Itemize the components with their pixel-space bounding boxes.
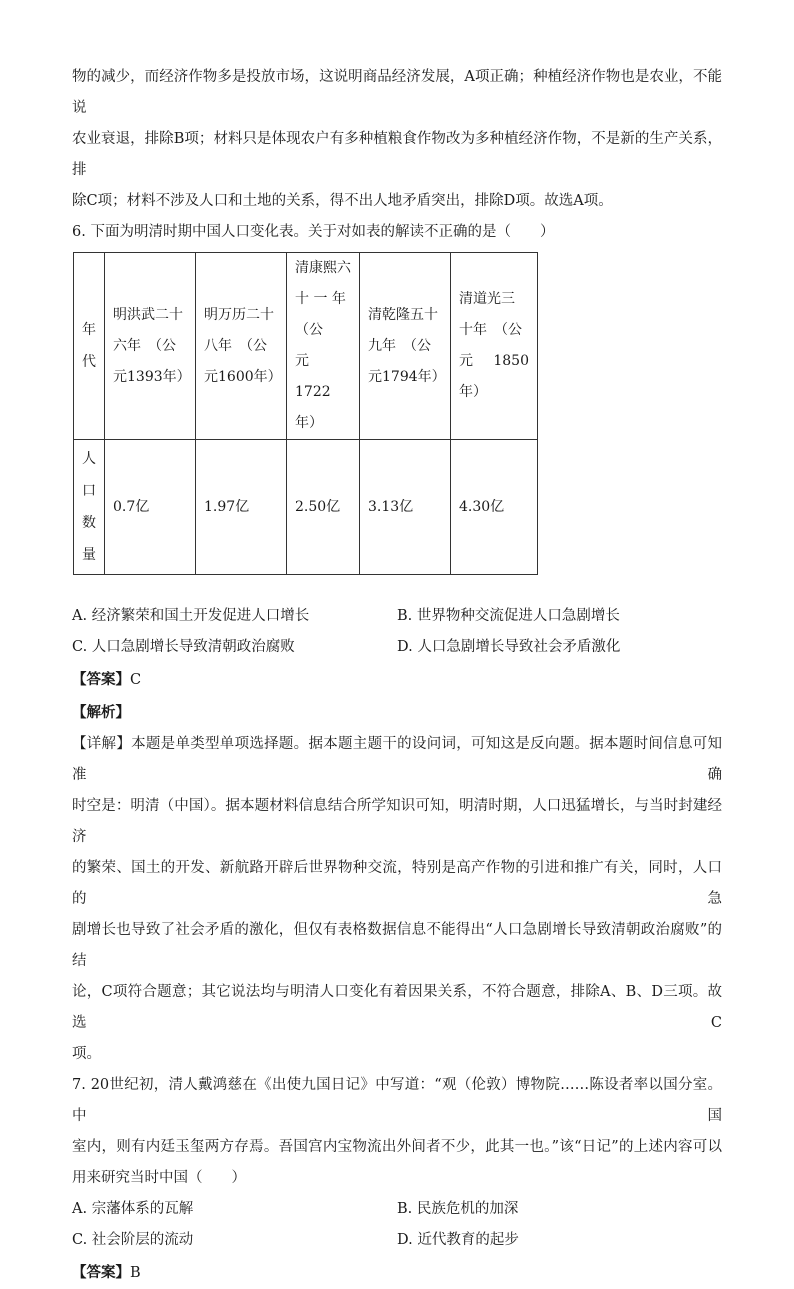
label-char: 人	[82, 451, 96, 467]
question-7-stem	[72, 1070, 722, 1194]
label-char: 量	[82, 547, 96, 563]
header-text: 元1794年）	[368, 368, 446, 385]
header-cell-hongwu	[105, 253, 196, 440]
q7-line: 室内，则有内廷玉玺两方存焉。吾国宫内宝物流出外间者不少，此其一也。”该“日记”的上述内容可以	[72, 1139, 722, 1155]
header-text: 元1393年）	[113, 368, 191, 385]
header-text: 八年 （公	[204, 337, 267, 354]
label-cell-era	[74, 253, 105, 440]
answer-value: B	[130, 1265, 141, 1281]
header-text: 年）	[295, 415, 323, 431]
intro-paragraph	[72, 62, 722, 217]
value-cell: 3.13亿	[360, 440, 451, 575]
option-c: C. 社会阶层的流动	[72, 1232, 194, 1248]
header-cell-qianlong	[360, 253, 451, 440]
question-6-stem: 6. 下面为明清时期中国人口变化表。关于对如表的解读不正确的是（ ）	[72, 224, 555, 240]
option-b: B. 民族危机的加深	[397, 1201, 519, 1217]
detail-line: 项。	[72, 1046, 101, 1062]
answer-value: C	[130, 672, 142, 688]
label-char: 代	[82, 354, 96, 370]
population-table	[73, 252, 538, 575]
label-cell-population	[74, 440, 105, 575]
analysis-tag: 【解析】	[72, 704, 130, 721]
header-text: 元1600年）	[204, 368, 282, 385]
option-a: A. 经济繁荣和国土开发促进人口增长	[72, 608, 310, 624]
answer-tag: 【答案】	[72, 671, 130, 688]
option-a: A. 宗藩体系的瓦解	[72, 1201, 194, 1217]
question-7-options	[72, 1194, 722, 1256]
detail-line: 的繁荣、国土的开发、新航路开辟后世界物种交流，特别是高产作物的引进和推广有关，同时，人口的急	[72, 860, 722, 907]
q7-line: 7. 20世纪初，清人戴鸿慈在《出使九国日记》中写道：“观（伦敦）博物院……陈设者率以国分室。中国	[72, 1077, 722, 1124]
intro-line: 除C项；材料不涉及人口和土地的关系，得不出人地矛盾突出，排除D项。故选A项。	[72, 193, 613, 209]
header-cell-kangxi	[287, 253, 360, 440]
document-page	[72, 62, 722, 1289]
table-header-row	[74, 253, 538, 440]
question-6-answer	[72, 664, 722, 696]
detail-line: 剧增长也导致了社会矛盾的激化，但仅有表格数据信息不能得出“人口急剧增长导致清朝政治腐败”的结	[72, 922, 722, 969]
answer-tag: 【答案】	[72, 1264, 130, 1281]
analysis-heading	[72, 697, 722, 729]
detail-line: 论，C项符合题意；其它说法均与明清人口变化有着因果关系，不符合题意，排除A、B、D三项。故选C	[72, 984, 722, 1031]
header-cell-wanli	[196, 253, 287, 440]
question-7-answer	[72, 1257, 722, 1289]
header-text: 清康熙六	[295, 260, 351, 276]
header-text: 六年 （公	[113, 337, 176, 354]
option-b: B. 世界物种交流促进人口急剧增长	[397, 608, 620, 624]
detail-paragraph	[72, 729, 722, 1070]
header-cell-daoguang	[451, 253, 538, 440]
header-text: 元1850年）	[459, 353, 529, 400]
header-text: 九年 （公	[368, 337, 431, 354]
value-cell: 0.7亿	[105, 440, 196, 575]
intro-line: 物的减少，而经济作物多是投放市场，这说明商品经济发展，A项正确；种植经济作物也是农业，不能说	[72, 69, 722, 116]
q7-line: 用来研究当时中国（ ）	[72, 1170, 246, 1186]
header-text: 明万历二十	[204, 306, 274, 323]
header-text: 十年 （公	[459, 322, 522, 338]
option-d: D. 近代教育的起步	[397, 1232, 519, 1248]
question-6-options	[72, 601, 722, 663]
label-char: 口	[82, 483, 96, 499]
option-d: D. 人口急剧增长导致社会矛盾激化	[397, 639, 621, 655]
value-cell: 1.97亿	[196, 440, 287, 575]
table-value-row	[74, 440, 538, 575]
value-cell: 4.30亿	[451, 440, 538, 575]
option-c: C. 人口急剧增长导致清朝政治腐败	[72, 639, 295, 655]
intro-line: 农业衰退，排除B项；材料只是体现农户有多种植粮食作物改为多种植经济作物，不是新的生产关系，排	[72, 131, 722, 178]
header-text: 元 1722	[295, 353, 331, 400]
detail-line: 【详解】本题是单类型单项选择题。据本题主题干的设问词，可知这是反向题。据本题时间信息可知准确	[72, 736, 722, 783]
label-char: 年	[82, 322, 96, 338]
label-char: 数	[82, 515, 96, 531]
header-text: （公	[295, 322, 323, 338]
header-text: 清乾隆五十	[368, 306, 438, 323]
detail-line: 时空是：明清（中国）。据本题材料信息结合所学知识可知，明清时期，人口迅猛增长，与当时封建经济	[72, 798, 722, 845]
header-text: 明洪武二十	[113, 306, 183, 323]
value-cell: 2.50亿	[287, 440, 360, 575]
header-text: 十 一 年	[295, 291, 346, 307]
header-text: 清道光三	[459, 291, 515, 307]
